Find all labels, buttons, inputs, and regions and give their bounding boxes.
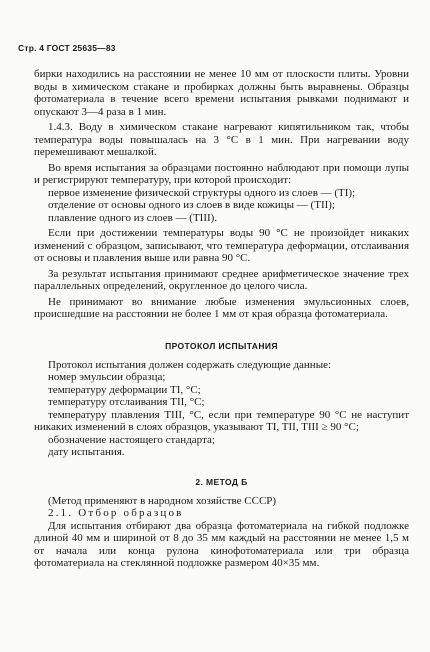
list-item: температуру деформации TI, °С; <box>48 383 201 396</box>
paragraph: Если при достижении температуры воды 90 °С не произойдет никаких изменений с образцом, записывают, что температура деформации, отслаивания от основы и плавления выше или равна 90 °С. <box>34 227 409 264</box>
list-item: температуру плавления TIII, °С, если при температуре 90 °С не наступит никаких изменений в слоях образцов, указывают TI, TII, TIII ≥ 90 °С; <box>34 408 409 433</box>
list-item: дату испытания. <box>48 446 125 458</box>
list-item: номер эмульсии образца; <box>48 371 166 383</box>
page-header: Стр. 4 ГОСТ 25635—83 <box>18 43 116 53</box>
protocol-list <box>34 359 409 459</box>
paragraph: За результат испытания принимают среднее арифметическое значение трех параллельных определений, округленное до целого числа. <box>34 267 409 292</box>
list-item: обозначение настоящего стандарта; <box>48 433 215 446</box>
subsection-heading: 2.1. Отбор образцов <box>48 507 184 519</box>
document-body <box>34 68 409 570</box>
paragraph: Во время испытания за образцами постоянно наблюдают при помощи лупы и регистрируют температуру, при которой происходит: <box>34 161 409 186</box>
paragraph: Протокол испытания должен содержать следующие данные: <box>48 358 332 371</box>
paragraph: Для испытания отбирают два образца фотоматериала на гибкой подложке длиной 40 мм и шириной от 8 до 35 мм каждый на расстоянии не менее 1,5 м от начала или конца рулона кинофотоматериала или три образца фотоматериала на стеклянной подложке размером 40×35 мм. <box>34 519 409 569</box>
section-heading: ПРОТОКОЛ ИСПЫТАНИЯ <box>165 340 278 351</box>
paragraph: (Метод применяют в народном хозяйстве СССР) <box>48 494 277 507</box>
list-item: плавление одного из слоев — (TIII). <box>48 211 218 224</box>
list-item: температуру отслаивания TII, °С; <box>48 396 205 408</box>
paragraph: 1.4.3. Воду в химическом стакане нагревают кипятильником так, чтобы температура воды повышалась на 3 °С в 1 мин. При нагревании воду перемешивают мешалкой. <box>34 121 409 158</box>
list-item: отделение от основы одного из слоев в виде кожицы — (TII); <box>48 199 335 211</box>
paragraph: Не принимают во внимание любые изменения эмульсионных слоев, происшедшие на расстоянии не более 1 мм от края образца фотоматериала. <box>34 295 409 320</box>
paragraph: бирки находились на расстоянии не менее 10 мм от плоскости плиты. Уровни воды в химическом стакане и пробирках должны быть выравнены. Образцы фотоматериала в течение всего времени испытания рывками поднимают и опускают 3—4 раза в 1 мин. <box>34 68 409 118</box>
list-item: первое изменение физической структуры одного из слоев — (TI); <box>48 186 356 199</box>
section-heading: 2. МЕТОД Б <box>195 476 248 487</box>
